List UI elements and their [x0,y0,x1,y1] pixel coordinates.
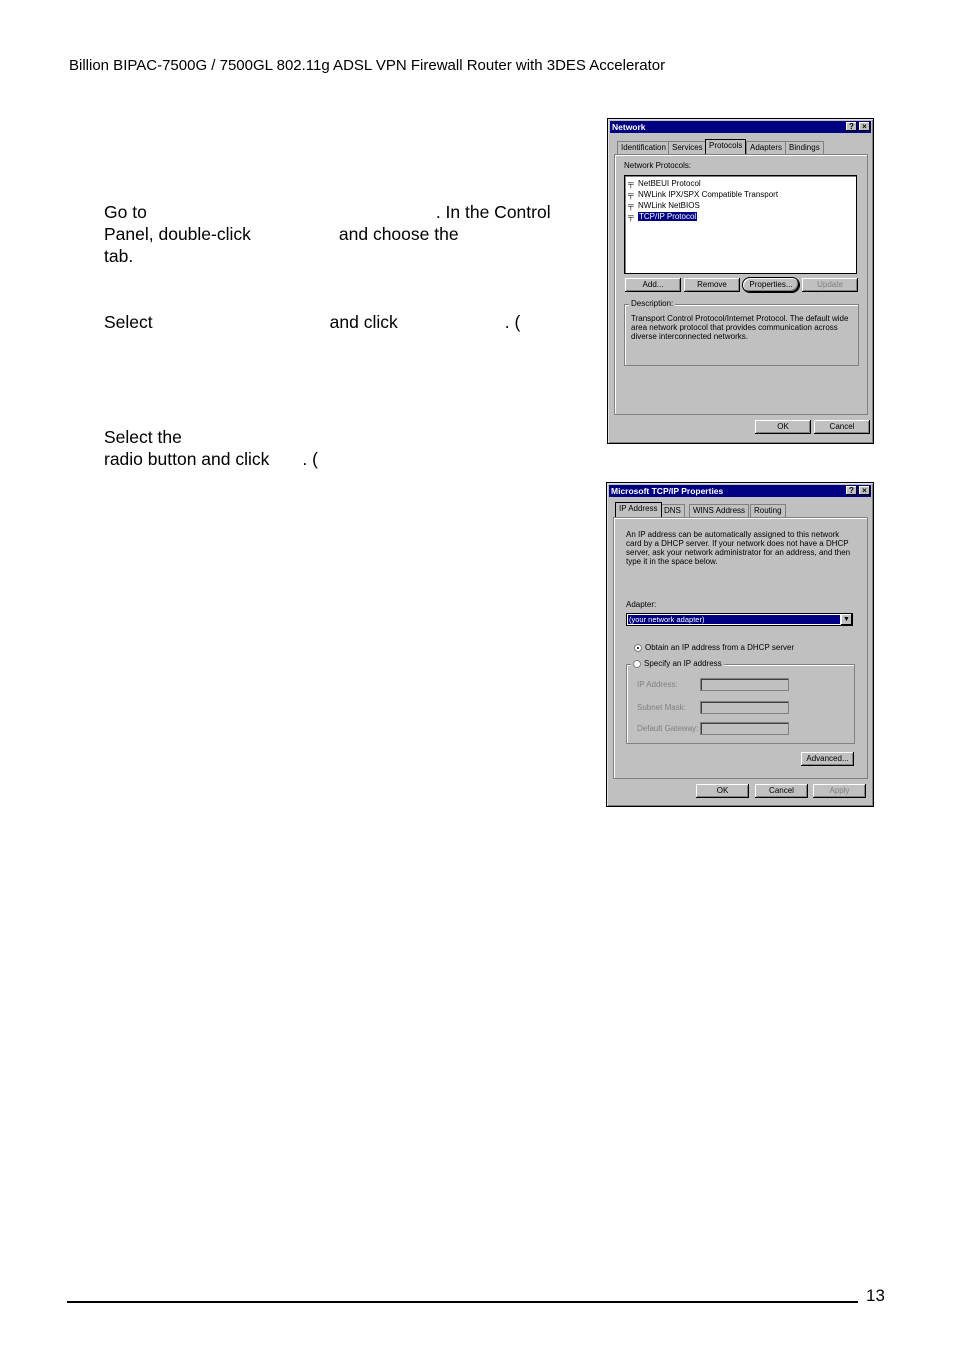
step-3-line-1: Select the [104,427,182,447]
tab-adapters[interactable]: Adapters [746,141,786,154]
network-protocol-icon: ╤ [628,179,634,188]
cancel-button[interactable]: Cancel [814,420,870,434]
default-gateway-field[interactable] [700,722,789,735]
default-gateway-label: Default Gateway: [637,724,699,733]
list-item-selected[interactable]: ╤ TCP/IP Protocol [628,212,697,221]
help-icon[interactable]: ? [846,486,857,495]
chevron-down-icon[interactable]: ▼ [841,614,852,625]
advanced-button[interactable]: Advanced... [801,752,854,766]
tab-ip-address[interactable]: IP Address [615,502,662,517]
network-dialog [607,118,874,444]
network-dialog-titlebar [610,121,871,133]
network-dialog-title: Network [612,122,646,132]
network-protocol-icon: ╤ [628,201,634,210]
close-icon[interactable]: × [859,486,870,495]
tab-protocols[interactable]: Protocols [705,139,746,154]
ip-address-label: IP Address: [637,680,678,689]
protocols-panel [614,154,868,415]
step-2-text-a: Select [104,312,153,332]
network-protocol-icon: ╤ [628,190,634,199]
tcpip-dialog-title: Microsoft TCP/IP Properties [611,486,724,496]
description-group [624,299,859,366]
description-label: Description: [631,299,674,308]
remove-button[interactable]: Remove [684,278,740,292]
step-1-text-a: Go to [104,202,147,222]
step-3-line-2 [104,448,318,470]
tab-bindings[interactable]: Bindings [785,141,824,154]
list-item[interactable]: ╤ NWLink IPX/SPX Compatible Transport [628,190,779,199]
update-button[interactable]: Update [802,278,858,292]
protocols-list[interactable] [624,175,857,274]
adapter-select-value: (your network adapter) [628,615,840,624]
adapter-label: Adapter: [626,600,657,609]
step-3-text-b: . ( [302,449,318,469]
ok-button[interactable]: OK [696,784,749,798]
radio-specify-indicator[interactable] [633,660,641,668]
tcpip-dialog-titlebar [609,485,871,497]
footer-rule [67,1301,858,1303]
subnet-mask-label: Subnet Mask: [637,703,686,712]
ip-address-panel [613,517,868,779]
description-text: Transport Control Protocol/Internet Protocol. The default wide area network protocol that provides communication across diverse interconnected networks. [631,314,849,341]
tab-identification[interactable]: Identification [617,141,670,154]
help-icon[interactable]: ? [846,122,857,131]
step-2-text-b: and click [329,312,398,332]
ip-info-text: An IP address can be automatically assigned to this network card by a DHCP server. If your network does not have a DHCP server, ask your network administrator for an address, and then type it in the space below. [626,530,851,566]
tab-dns[interactable]: DNS [660,504,685,517]
properties-button[interactable]: Properties... [743,278,799,292]
step-1-text-b: . In the Control [435,202,551,222]
step-1-text-c: Panel, double-click [104,224,251,244]
ip-address-field[interactable] [700,678,789,691]
subnet-mask-field[interactable] [700,701,789,714]
step-3-text-a: radio button and click [104,449,270,469]
protocols-list-label: Network Protocols: [624,161,692,170]
adapter-select[interactable] [626,613,853,626]
radio-dhcp-indicator[interactable] [634,644,642,652]
step-1-line-3: tab. [104,246,134,266]
page-number: 13 [866,1286,885,1305]
add-button[interactable]: Add... [625,278,681,292]
document-header: Billion BIPAC-7500G / 7500GL 802.11g ADSL VPN Firewall Router with 3DES Accelerator [69,57,666,74]
step-2-line [104,311,520,333]
specify-ip-group [626,659,855,744]
step-1-line-2 [104,223,459,245]
list-item[interactable]: ╤ NetBEUI Protocol [628,179,701,188]
network-protocol-icon: ╤ [628,212,634,221]
tab-routing[interactable]: Routing [750,504,786,517]
ok-button[interactable]: OK [755,420,811,434]
tcpip-properties-dialog [606,482,874,807]
cancel-button[interactable]: Cancel [755,784,808,798]
tab-wins-address[interactable]: WINS Address [689,504,749,517]
close-icon[interactable]: × [859,122,870,131]
step-1-line-1 [104,201,551,223]
list-item[interactable]: ╤ NWLink NetBIOS [628,201,700,210]
tab-services[interactable]: Services [668,141,707,154]
step-1-text-d: and choose the [338,224,459,244]
step-2-text-c: . ( [504,312,521,332]
radio-dhcp[interactable]: Obtain an IP address from a DHCP server [634,643,794,652]
radio-specify[interactable]: Specify an IP address [631,659,724,668]
apply-button[interactable]: Apply [813,784,866,798]
